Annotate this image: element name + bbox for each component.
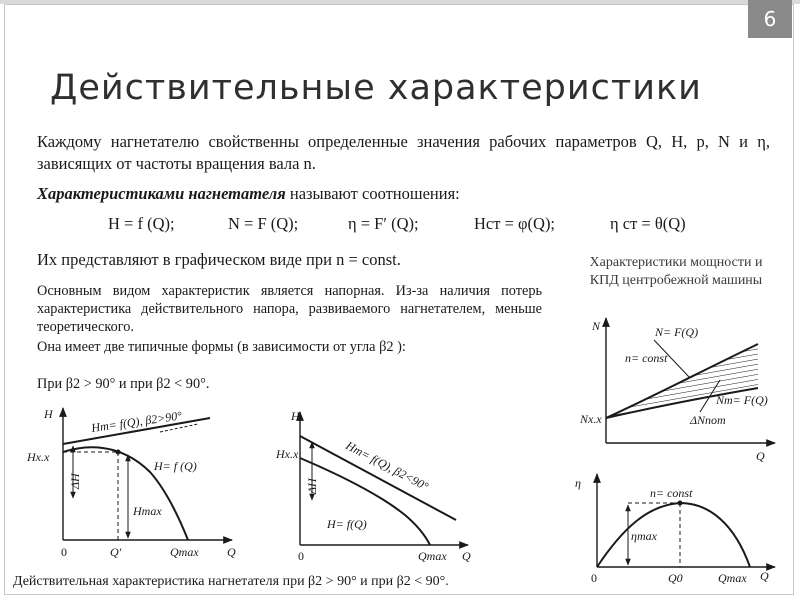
d1-origin: 0 bbox=[61, 545, 67, 559]
d3-dn-label: ΔNпот bbox=[690, 413, 726, 427]
definition-rest: называют соотношения: bbox=[285, 184, 460, 203]
bottom-caption: Действительная характеристика нагнетателя при β2 > 90° и при β2 < 90°. bbox=[13, 574, 449, 589]
graph-paragraph: Их представляют в графическом виде при n = const. bbox=[37, 250, 401, 269]
d3-n-label: N= F(Q) bbox=[655, 325, 699, 339]
head-characteristic-text: Основным видом характеристик является напорная. Из-за наличия потерь характеристика действительного напора, развиваемого нагнетателем, меньше теоретического. bbox=[37, 283, 542, 335]
d4-x-label: Q bbox=[760, 569, 769, 583]
d2-dh-label: ΔH bbox=[305, 478, 319, 494]
d2-y-label: H bbox=[291, 409, 300, 423]
d1-dh-label: ΔH bbox=[68, 473, 82, 489]
formula-n: N = F (Q); bbox=[228, 214, 299, 233]
d2-hxx-label: Hx.x bbox=[276, 447, 299, 461]
d4-qmax-label: Qmax bbox=[718, 571, 747, 585]
d3-nxx-label: Nx.x bbox=[580, 412, 602, 426]
d4-origin: 0 bbox=[591, 571, 597, 585]
d1-hxx-label: Hx.x bbox=[27, 450, 50, 464]
formula-eta: η = F′ (Q); bbox=[348, 214, 419, 233]
d1-qprime-label: Q′ bbox=[110, 545, 122, 559]
d1-ht-label: Hт= f(Q), β2>90° bbox=[90, 408, 183, 435]
formula-etast: η ст = θ(Q) bbox=[610, 214, 686, 233]
d2-origin: 0 bbox=[298, 549, 304, 563]
formula-hst: Hст = φ(Q); bbox=[474, 214, 556, 233]
d4-eta-curve bbox=[597, 503, 750, 567]
d3-nconst-label: n= const bbox=[625, 351, 668, 365]
d4-q0-label: Q0 bbox=[668, 571, 683, 585]
two-forms-text: Она имеет две типичные формы (в зависимости от угла β2 ): bbox=[37, 339, 406, 355]
d3-nt-label: Nт= F(Q) bbox=[716, 393, 768, 407]
d3-y-label: N bbox=[592, 319, 601, 333]
d2-ht-label: Hт= f(Q), β2<90° bbox=[343, 438, 431, 494]
d4-eta-max-label: ηmax bbox=[631, 529, 657, 543]
d3-x-label: Q bbox=[756, 449, 765, 463]
d4-nconst-label: n= const bbox=[650, 486, 693, 500]
intro-paragraph: Каждому нагнетателю свойственны определенные значения рабочих параметров Q, H, p, N и η, зависящих от частоты вращения вала n. bbox=[37, 132, 770, 173]
slide-title: Действительные характеристики bbox=[50, 68, 702, 108]
definition-term: Характеристиками нагнетателя bbox=[37, 184, 286, 203]
formula-h: H = f (Q); bbox=[108, 214, 175, 233]
d2-x-label: Q bbox=[462, 549, 471, 563]
d2-qmax-label: Qmax bbox=[418, 549, 447, 563]
d1-hmax-label: Hmax bbox=[133, 504, 162, 518]
d4-y-label: η bbox=[575, 476, 581, 490]
d1-x-label: Q bbox=[227, 545, 236, 559]
d1-qmax-label: Qmax bbox=[170, 545, 199, 559]
slide-number: 6 bbox=[748, 0, 792, 38]
d2-h-label: H= f(Q) bbox=[327, 517, 367, 531]
power-efficiency-caption: Характеристики мощности и КПД центробежной машины bbox=[589, 255, 763, 288]
d1-y-label: H bbox=[44, 407, 53, 421]
d4-max-point bbox=[678, 501, 683, 506]
d1-h-label: H= f (Q) bbox=[154, 459, 197, 473]
beta-conditions-text: При β2 > 90° и при β2 < 90°. bbox=[37, 376, 210, 392]
